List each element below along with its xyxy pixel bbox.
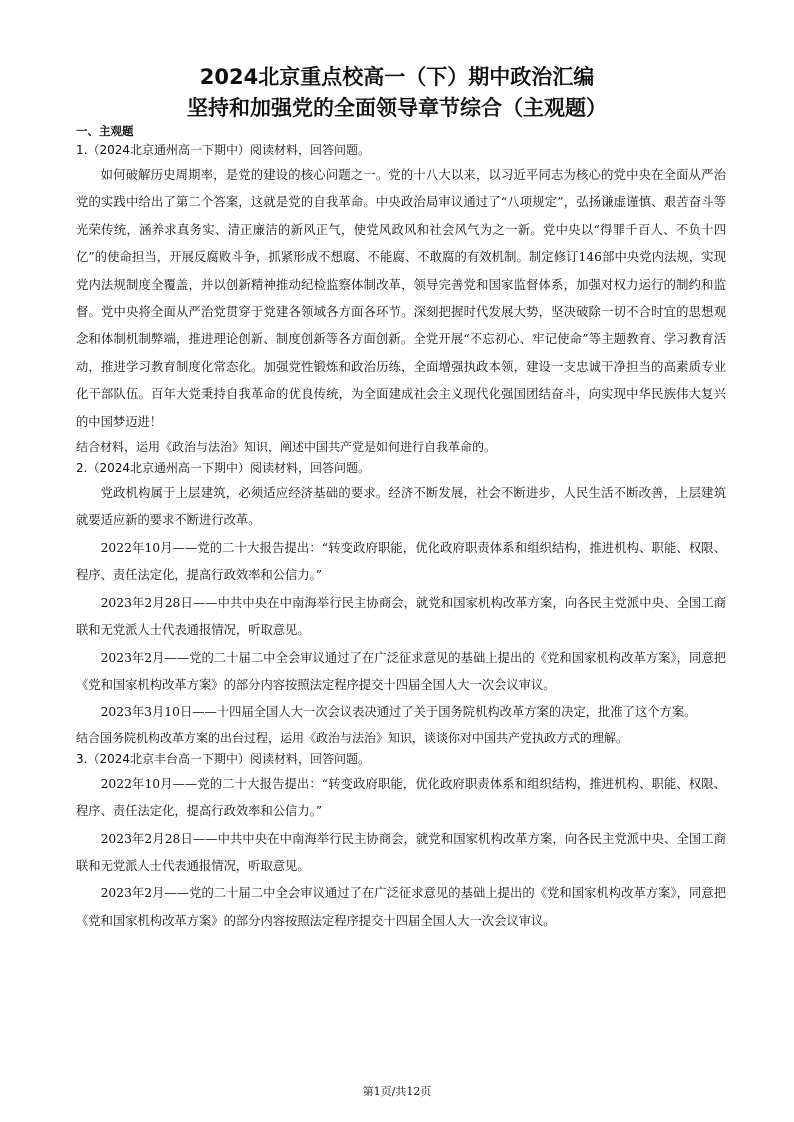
material-paragraph: 2023年2月28日——中共中央在中南海举行民主协商会，就党和国家机构改革方案，向各民主党派中央、全国工商联和无党派人士代表通报情况，听取意见。 — [76, 595, 726, 638]
material-paragraph: 2022年10月——党的二十大报告提出：“转变政府职能，优化政府职责体系和组织结构，推进机构、职能、权限、程序、责任法定化，提高行政效率和公信力。” — [76, 776, 726, 819]
question-2 — [76, 460, 726, 747]
question-1 — [76, 142, 726, 456]
document-content — [76, 123, 726, 935]
question-prompt: 结合国务院机构改革方案的出台过程，运用《政治与法治》知识，谈谈你对中国共产党执政方式的理解。 — [76, 730, 629, 745]
material-paragraph: 党政机构属于上层建筑，必须适应经济基础的要求。经济不断发展，社会不断进步，人民生活不断改善，上层建筑就要适应新的要求不断进行改革。 — [76, 486, 726, 528]
question-stem: 3.（2024北京丰台高一下期中）阅读材料，回答问题。 — [76, 751, 370, 766]
question-stem: 1.（2024北京通州高一下期中）阅读材料，回答问题。 — [76, 143, 370, 157]
document-title-line2: 坚持和加强党的全面领导章节综合（主观题） — [187, 96, 607, 120]
question-stem: 2.（2024北京通州高一下期中）阅读材料，回答问题。 — [76, 461, 370, 476]
document-title-line1: 2024北京重点校高一（下）期中政治汇编 — [199, 65, 595, 89]
page-number: 第1页/共12页 — [362, 1085, 432, 1098]
material-paragraph: 2023年2月——党的二十届二中全会审议通过了在广泛征求意见的基础上提出的《党和国家机构改革方案》，同意把《党和国家机构改革方案》的部分内容按照法定程序提交十四届全国人大一次会议审议。 — [76, 886, 726, 928]
material-paragraph: 2023年2月28日——中共中央在中南海举行民主协商会，就党和国家机构改革方案，向各民主党派中央、全国工商联和无党派人士代表通报情况，听取意见。 — [76, 831, 726, 873]
material-paragraph: 2023年3月10日——十四届全国人大一次会议表决通过了关于国务院机构改革方案的决定，批准了这个方案。 — [100, 705, 697, 720]
section-heading: 一、主观题 — [76, 124, 134, 138]
material-paragraph: 如何破解历史周期率，是党的建设的核心问题之一。党的十八大以来，以习近平同志为核心的党中央在全面从严治党的实践中给出了第二个答案，这就是党的自我革命。中央政治局审议通过了“八项规定”，弘扬谦虚谨慎、艰苦奋斗等光荣传统，涵养求真务实、清正廉洁的新风正气，使党风政风和社会风气为之一新。党中央以“得罪千百人、不负十四亿”的使命担当，开展反腐败斗争，抓紧形成不想腐、不能腐、不敢腐的有效机制。制定修订146部中央党内法规，实现党内法规制度全覆盖，并以创新精神推动纪检监察体制改革，领导完善党和国家监督体系，加强对权力运行的制约和监督。党中央将全面从严治党贯穿于党建各领域各方面各环节。深刻把握时代发展大势，坚决破除一切不合时宜的思想观念和体制机制弊端，推进理论创新、制度创新等各方面创新。全党开展“不忘初心、牢记使命”等主题教育、学习教育活动，推进学习教育制度化常态化。加强党性锻炼和政治历练，全面增强执政本领，建设一支忠诚干净担当的高素质专业化干部队伍。百年大党秉持自我革命的优良传统，为全面建成社会主义现代化强国团结奋斗，向实现中华民族伟大复兴的中国梦迈进！ — [76, 168, 726, 429]
question-prompt: 结合材料，运用《政治与法治》知识，阐述中国共产党是如何进行自我革命的。 — [76, 440, 497, 455]
question-3 — [76, 751, 726, 935]
material-paragraph: 2023年2月——党的二十届二中全会审议通过了在广泛征求意见的基础上提出的《党和国家机构改革方案》，同意把《党和国家机构改革方案》的部分内容按照法定程序提交十四届全国人大一次会议审议。 — [76, 650, 726, 692]
material-paragraph: 2022年10月——党的二十大报告提出：“转变政府职能，优化政府职责体系和组织结构，推进机构、职能、权限、程序、责任法定化，提高行政效率和公信力。” — [76, 540, 726, 583]
